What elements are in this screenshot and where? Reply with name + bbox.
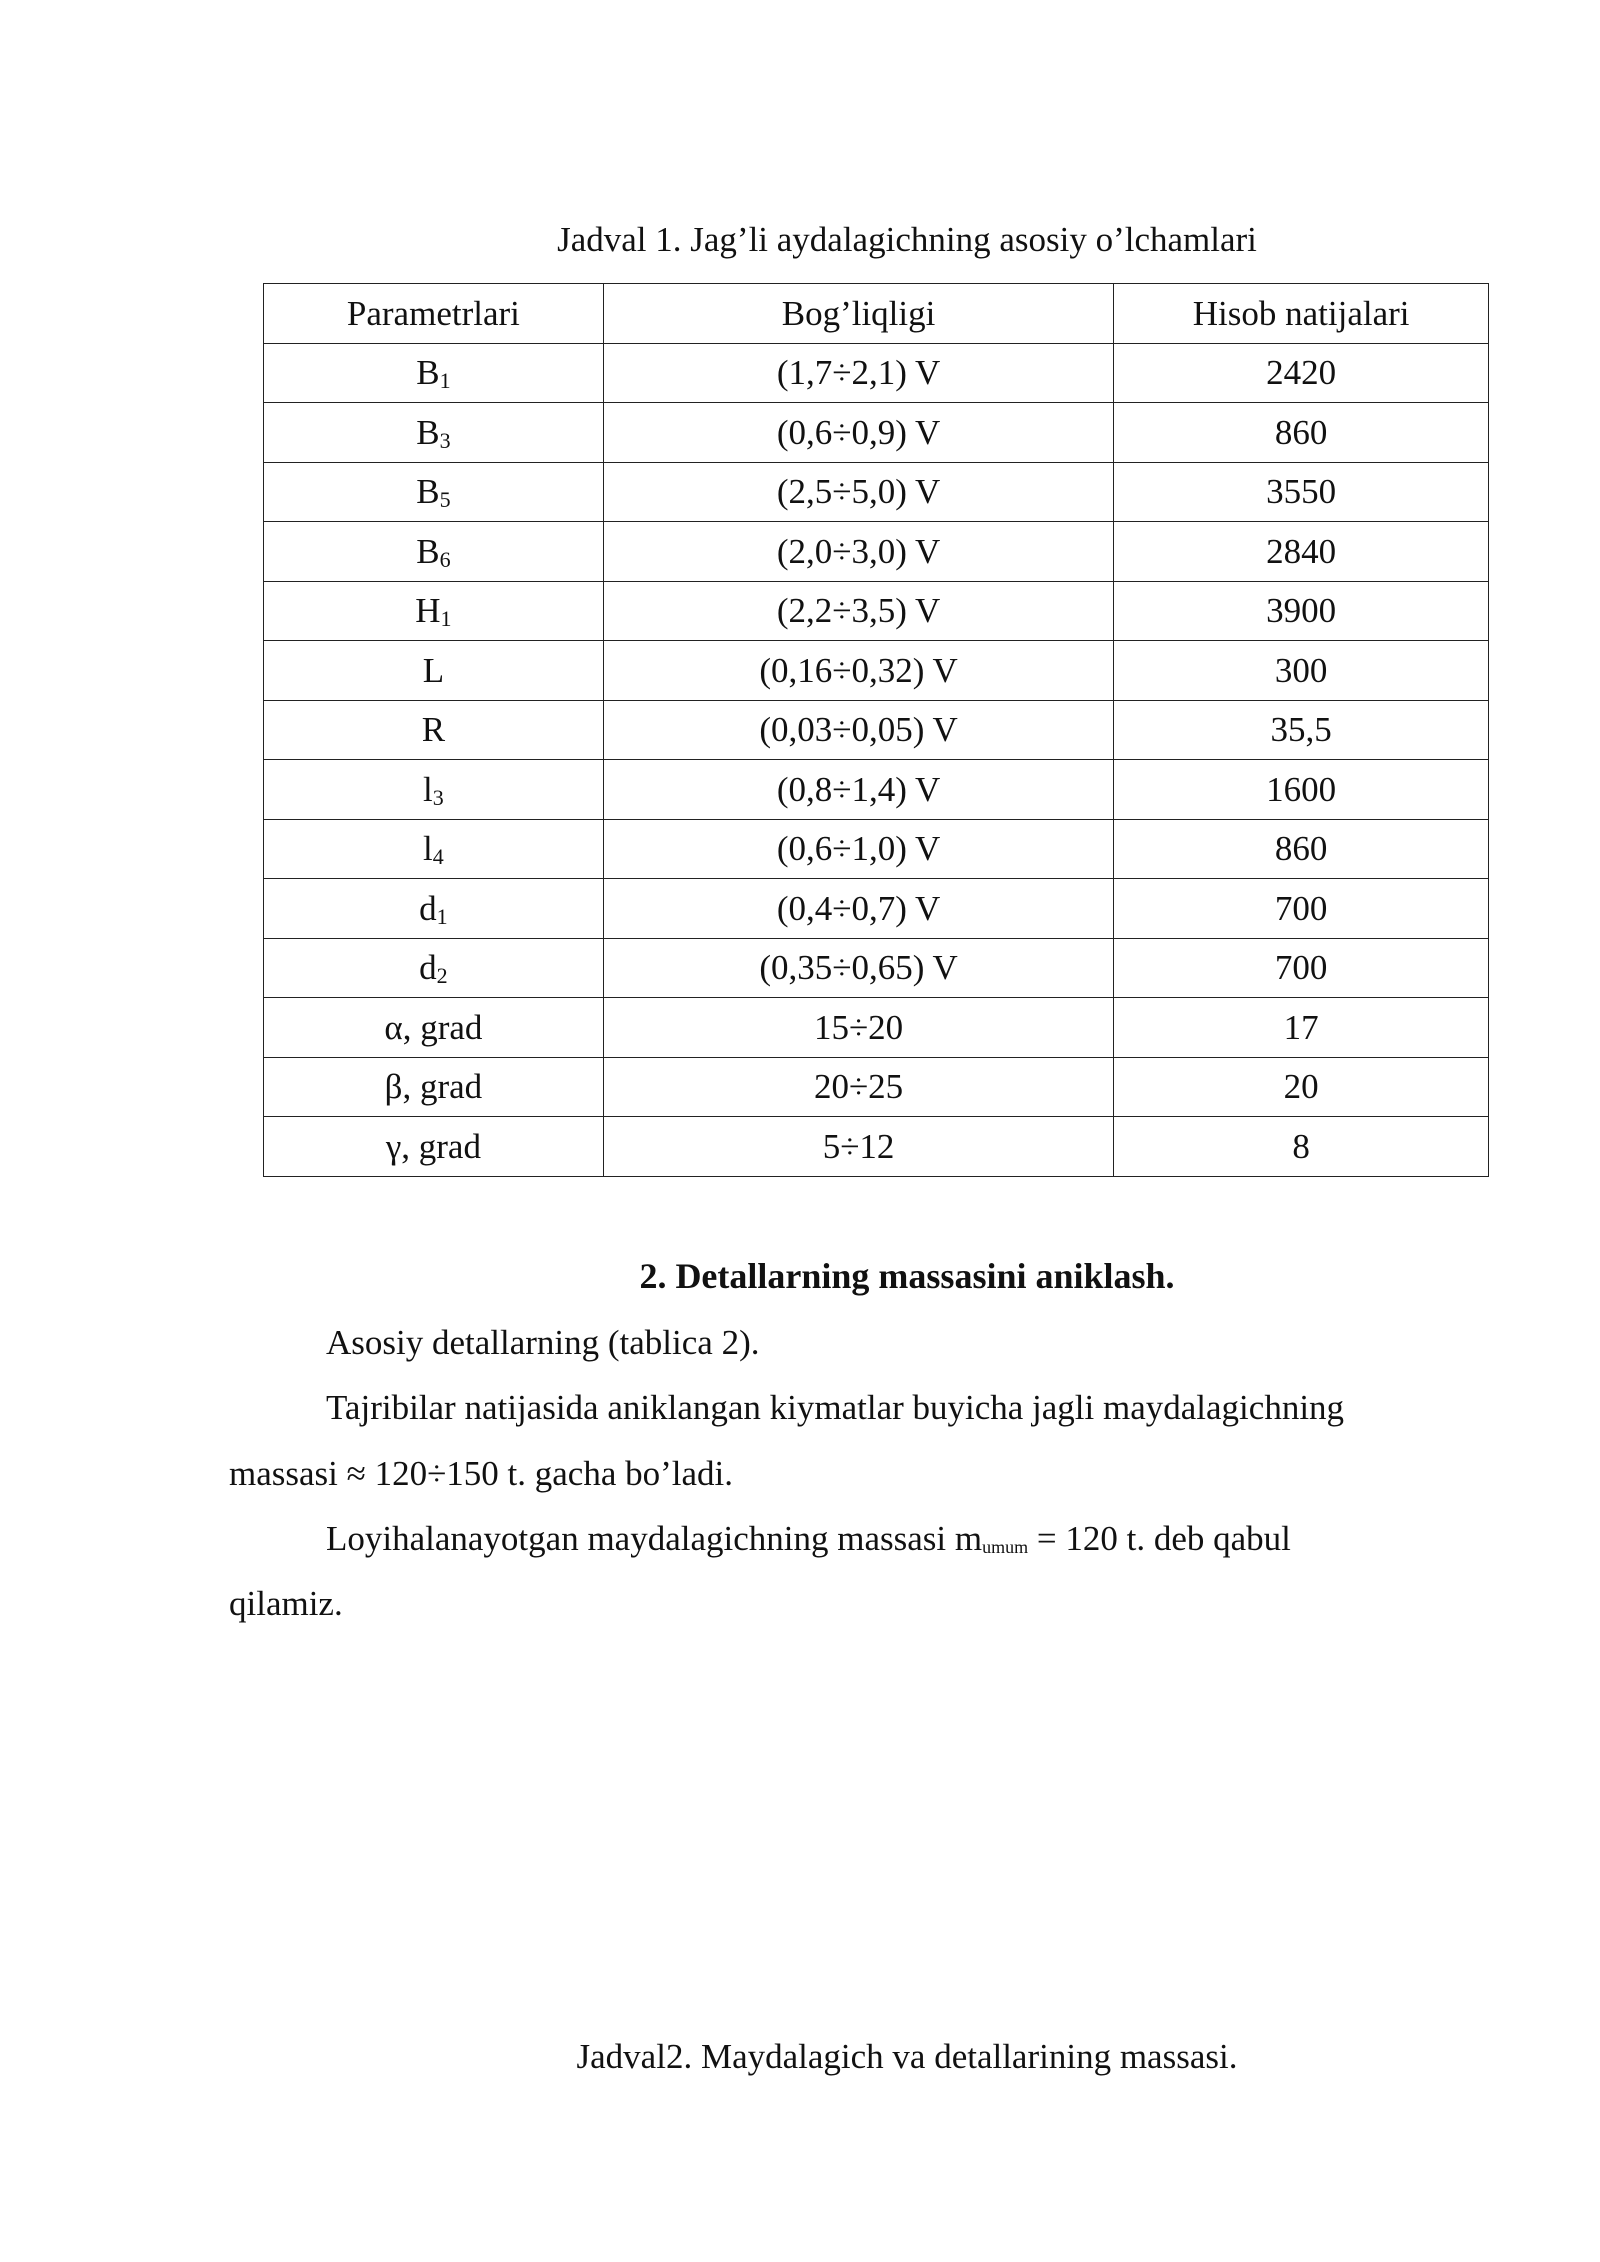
parameter-symbol: B — [416, 412, 440, 452]
table-row — [264, 581, 1489, 641]
header-parameters: Parametrlari — [264, 284, 604, 344]
cell-result: 3900 — [1114, 581, 1489, 641]
parameter-subscript: 1 — [440, 606, 452, 632]
table-row — [264, 403, 1489, 463]
header-results: Hisob natijalari — [1114, 284, 1489, 344]
cell-result: 8 — [1114, 1117, 1489, 1177]
cell-dependency: (0,8÷1,4) V — [603, 760, 1114, 820]
parameter-subscript: 2 — [436, 963, 448, 989]
cell-parameter — [264, 938, 604, 998]
parameter-symbol: β, grad — [384, 1067, 483, 1107]
table-header-row — [264, 284, 1489, 344]
table-row — [264, 700, 1489, 760]
cell-parameter — [264, 1117, 604, 1177]
cell-dependency: (0,35÷0,65) V — [603, 938, 1114, 998]
cell-dependency: (0,03÷0,05) V — [603, 700, 1114, 760]
table-row — [264, 522, 1489, 582]
mass-subscript: umum — [982, 1537, 1029, 1557]
parameter-subscript: 4 — [432, 844, 444, 870]
cell-dependency: (2,5÷5,0) V — [603, 462, 1114, 522]
paragraph-3-text-a: Loyihalanayotgan maydalagichning massasi m — [326, 1519, 983, 1558]
parameter-subscript: 3 — [439, 427, 451, 453]
paragraph-3-text-b: = 120 t. deb qabul — [1028, 1519, 1291, 1558]
cell-parameter — [264, 343, 604, 403]
cell-result: 20 — [1114, 1057, 1489, 1117]
cell-result: 2420 — [1114, 343, 1489, 403]
cell-dependency: 15÷20 — [603, 998, 1114, 1058]
parameter-symbol: l — [423, 829, 433, 869]
parameter-symbol: B — [416, 472, 440, 512]
header-dependency: Bog’liqligi — [603, 284, 1114, 344]
table-row — [264, 998, 1489, 1058]
table-row — [264, 760, 1489, 820]
cell-result: 860 — [1114, 819, 1489, 879]
cell-result: 300 — [1114, 641, 1489, 701]
parameter-symbol: d — [419, 948, 437, 988]
cell-parameter — [264, 641, 604, 701]
cell-parameter — [264, 403, 604, 463]
table-row — [264, 1117, 1489, 1177]
parameter-subscript: 6 — [439, 546, 451, 572]
cell-result: 1600 — [1114, 760, 1489, 820]
cell-result: 35,5 — [1114, 700, 1489, 760]
table-row — [264, 1057, 1489, 1117]
parameter-symbol: γ, grad — [385, 1126, 481, 1166]
cell-result: 860 — [1114, 403, 1489, 463]
cell-dependency: (0,6÷1,0) V — [603, 819, 1114, 879]
cell-dependency: 20÷25 — [603, 1057, 1114, 1117]
parameters-table — [263, 283, 1489, 1177]
paragraph-3-line-2: qilamiz. — [229, 1584, 343, 1623]
table-row — [264, 819, 1489, 879]
parameter-subscript: 1 — [439, 368, 451, 394]
parameter-subscript: 3 — [432, 784, 444, 810]
parameter-symbol: B — [416, 353, 440, 393]
parameter-symbol: B — [416, 531, 440, 571]
paragraph-2-line-2: massasi ≈ 120÷150 t. gacha bo’ladi. — [229, 1454, 734, 1493]
cell-parameter — [264, 879, 604, 939]
cell-dependency: (0,6÷0,9) V — [603, 403, 1114, 463]
cell-dependency: (0,4÷0,7) V — [603, 879, 1114, 939]
table-row — [264, 343, 1489, 403]
paragraph-1: Asosiy detallarning (tablica 2). — [326, 1323, 760, 1362]
cell-result: 3550 — [1114, 462, 1489, 522]
cell-dependency: (2,0÷3,0) V — [603, 522, 1114, 582]
parameter-symbol: H — [415, 591, 441, 631]
cell-parameter — [264, 760, 604, 820]
parameter-subscript: 5 — [439, 487, 451, 513]
section-heading: 2. Detallarning massasini aniklash. — [639, 1256, 1175, 1296]
cell-parameter — [264, 998, 604, 1058]
parameter-symbol: l — [423, 769, 433, 809]
parameter-subscript: 1 — [436, 903, 448, 929]
cell-parameter — [264, 819, 604, 879]
cell-parameter — [264, 462, 604, 522]
cell-result: 700 — [1114, 879, 1489, 939]
cell-parameter — [264, 700, 604, 760]
cell-dependency: (0,16÷0,32) V — [603, 641, 1114, 701]
cell-result: 700 — [1114, 938, 1489, 998]
parameter-symbol: L — [422, 650, 445, 690]
parameter-symbol: d — [419, 888, 437, 928]
parameter-symbol: R — [421, 710, 446, 750]
paragraph-3-line-1 — [326, 1521, 1291, 1556]
table-row — [264, 879, 1489, 939]
parameter-symbol: α, grad — [384, 1007, 483, 1047]
cell-parameter — [264, 1057, 604, 1117]
paragraph-2-line-1: Tajribilar natijasida aniklangan kiymatlar buyicha jagli maydalagichning — [326, 1388, 1345, 1427]
table-row — [264, 641, 1489, 701]
table-row — [264, 938, 1489, 998]
table1-caption: Jadval 1. Jag’li aydalagichning asosiy o’lchamlari — [557, 220, 1257, 259]
cell-dependency: 5÷12 — [603, 1117, 1114, 1177]
table2-caption: Jadval2. Maydalagich va detallarining massasi. — [576, 2037, 1238, 2076]
cell-result: 2840 — [1114, 522, 1489, 582]
cell-result: 17 — [1114, 998, 1489, 1058]
cell-dependency: (1,7÷2,1) V — [603, 343, 1114, 403]
cell-parameter — [264, 581, 604, 641]
cell-dependency: (2,2÷3,5) V — [603, 581, 1114, 641]
table-row — [264, 462, 1489, 522]
cell-parameter — [264, 522, 604, 582]
